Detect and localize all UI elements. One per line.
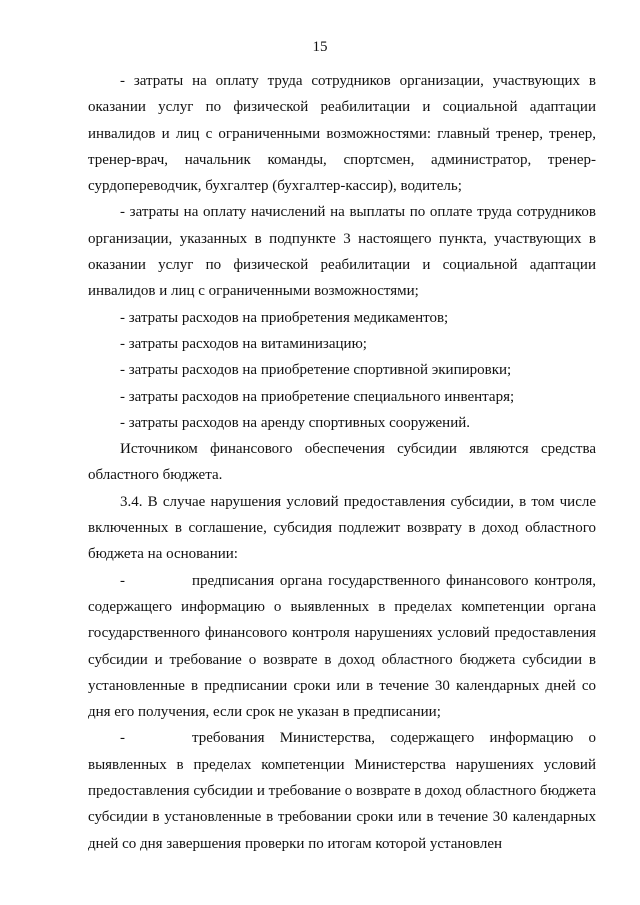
paragraph-control-order-text: предписания органа государственного финансового контроля, содержащего информацию о выявленных в пределах компетенции органа государственного финансового контроля нарушениях условий предоставления субсидии и требование о возврате в доход областного бюджета субсидии в установленные в предписании сроки или в течение 30 календарных дней со дня его получения, если срок не указан в предписании; — [88, 572, 596, 721]
document-body — [88, 68, 596, 857]
list-item-special-inventory: - затраты расходов на приобретение специального инвентаря; — [120, 388, 515, 405]
paragraph-control-order — [88, 568, 596, 726]
page-number: 15 — [312, 39, 328, 55]
paragraph-accrual-costs: - затраты на оплату начислений на выплаты по оплате труда сотрудников организации, указанных в подпункте 3 настоящего пункта, участвующих в оказании услуг по физической реабилитации и социальной адаптации инвалидов и лиц с ограниченными возможностями; — [88, 204, 596, 300]
paragraph-ministry-requirement-text: требования Министерства, содержащего информацию о выявленных в пределах компетенции Министерства нарушениях условий предоставления субсидии и требование о возврате в доход областного бюджета субсидии в установленные в требовании сроки или в течение 30 календарных дней со дня завершения проверки по итогам которой установлен — [88, 730, 596, 852]
list-dash: - — [120, 572, 125, 589]
list-item-facility-rent: - затраты расходов на аренду спортивных сооружений. — [120, 414, 470, 431]
paragraph-section-3-4: 3.4. В случае нарушения условий предоставления субсидии, в том числе включенных в соглашение, субсидия подлежит возврату в доход областного бюджета на основании: — [88, 493, 596, 563]
paragraph-funding-source: Источником финансового обеспечения субсидии являются средства областного бюджета. — [88, 441, 596, 484]
list-item-medicines: - затраты расходов на приобретения медикаментов; — [120, 309, 449, 326]
paragraph-ministry-requirement — [88, 725, 596, 856]
list-dash: - — [120, 730, 125, 747]
paragraph-labor-costs: - затраты на оплату труда сотрудников организации, участвующих в оказании услуг по физической реабилитации и социальной адаптации инвалидов и лиц с ограниченными возможностями: главный тренер, тренер, тренер-врач, начальник команды, спортсмен, администратор, тренер-сурдопереводчик, бухгалтер (бухгалтер-кассир), водитель; — [88, 73, 596, 195]
list-item-sport-equipment: - затраты расходов на приобретение спортивной экипировки; — [120, 362, 512, 379]
list-item-vitamins: - затраты расходов на витаминизацию; — [120, 335, 367, 352]
